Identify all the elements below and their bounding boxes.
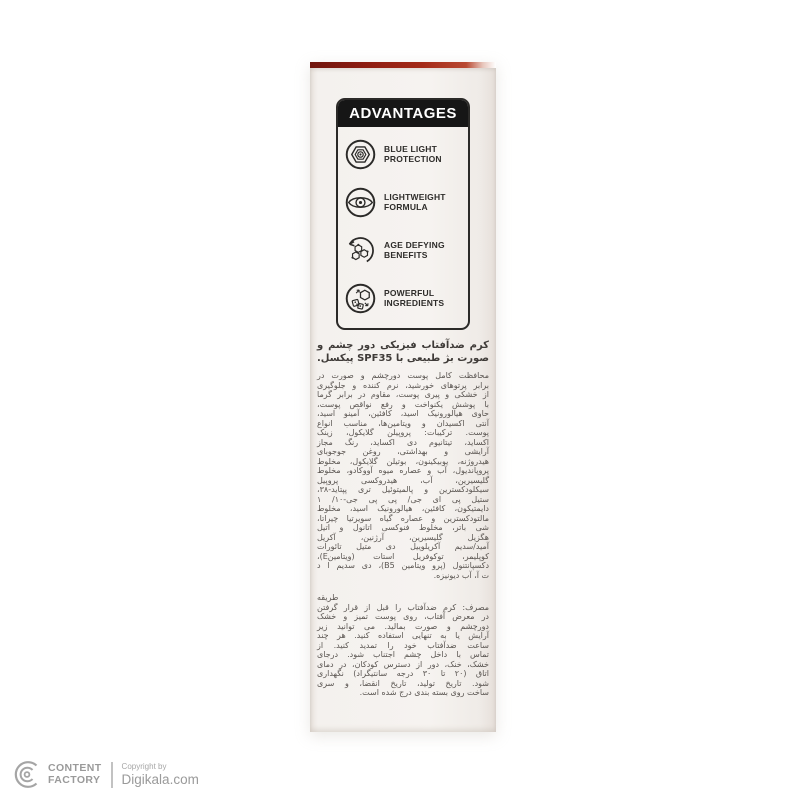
text-line: مالتودکسترین و عصاره گیاه سویرتیا چیراتا، <box>317 513 489 523</box>
usage-instructions-fa <box>317 603 489 698</box>
text-line: با پوشش یکنواخت و رفع نواقص پوست، <box>317 399 489 409</box>
text-line: پروپاندیول، آب و عصاره میوه آووکادو، مخلوط <box>317 466 489 475</box>
text-line: اکساید، تیتانیوم دی اکساید، رنگ مجاز <box>317 437 489 447</box>
powerful-ingredients-icon <box>344 282 377 315</box>
persian-text-block <box>317 339 489 698</box>
advantage-row-age-defying <box>344 234 462 267</box>
text-line: صورت بژ طبیعی با SPF35 پیکسل. <box>317 353 489 364</box>
text-line: دایمتیکون، کافئین، هیالورونیک اسید، مخلوط <box>317 504 489 513</box>
lightweight-formula-icon <box>344 186 377 219</box>
text-line: اتاق (۲۰ تا ۳۰ درجه سانتیگراد) نگهداری <box>317 669 489 678</box>
advantage-label: AGE DEFYING BENEFITS <box>384 240 445 260</box>
text-line: حاوی هیالورونیک اسید، کافئین، آمینو اسید، <box>317 409 489 418</box>
watermark-copyright: Copyright by Digikala.com <box>121 762 199 787</box>
text-line: آرایشی و بهداشتی، روغن جوجوبای <box>317 447 489 456</box>
text-line: ساعت ضدآفتاب خود را تمدید کنید. از <box>317 640 489 650</box>
text-line: در معرض آفتاب، روی پوست تمیز و خشک <box>317 612 489 621</box>
usage-heading-fa: طریقه <box>317 593 339 602</box>
text-line: محافظت کامل پوست دورچشم و صورت در <box>317 371 489 380</box>
product-description-fa <box>317 371 489 580</box>
box-front-face <box>310 68 496 732</box>
advantage-row-powerful <box>344 282 462 315</box>
advantage-row-lightweight <box>344 186 462 219</box>
text-line: ستیل پی ای جی/ پی پی جی-۱۰/ ۱ <box>317 494 489 504</box>
advantage-row-blue-light <box>344 138 462 171</box>
text-line: برابر پرتوهای خورشید، نرم کننده و جلوگیری <box>317 380 489 390</box>
text-line: آرایش یا به تنهایی استفاده کنید. هر چند <box>317 631 489 640</box>
product-box <box>310 62 496 732</box>
text-line: تماس با داخل چشم اجتناب شود. درجای <box>317 650 489 659</box>
text-line: هگزیل گلیسیرین، آرژنین، آکریل <box>317 532 489 542</box>
text-line: مصرف: کرم ضدآفتاب را قبل از قرار گرفتن <box>317 602 489 612</box>
text-line: هیدروژنه، یوبیکینون، بوتیلن گلایکول، مخلوط <box>317 456 489 466</box>
watermark-brand: CONTENT FACTORY <box>48 762 102 786</box>
content-factory-logo-icon <box>12 759 43 790</box>
advantage-label: POWERFUL INGREDIENTS <box>384 288 445 308</box>
text-line: شود. تاریخ تولید، تاریخ انقضا، و سری <box>317 678 489 688</box>
advantage-label: LIGHTWEIGHT FORMULA <box>384 192 446 212</box>
text-line: دورچشم و صورت بمالید. می توانید زیر <box>317 621 489 631</box>
text-line: پوست. ترکیبات: پروپیلن گلایکول، زینک <box>317 428 489 437</box>
text-line: دکسپانتنول (پرو ویتامین B5)، دی سدیم ا د <box>317 561 490 570</box>
watermark-divider <box>111 762 113 788</box>
advantages-rows <box>338 127 468 328</box>
advantages-panel <box>336 98 470 330</box>
text-line: گلیسیرین، آب، هیدروکسی پروپیل <box>317 475 489 485</box>
text-line: آنتی اکسیدان و ویتامین‌ها، مناسب انواع <box>317 418 489 428</box>
text-line: کرم ضدآفتاب فیزیکی دور چشم و <box>317 340 489 351</box>
text-line: ساخت روی بسته بندی درج شده است. <box>359 688 489 697</box>
age-defying-benefits-icon <box>344 234 377 267</box>
text-line: ت آ، آب دیونیزه. <box>433 570 489 580</box>
blue-light-protection-icon <box>344 138 377 171</box>
text-line: شی باتر، مخلوط فنوکسی اتانول و اتیل <box>317 523 489 532</box>
text-line: خشک، خنک، دور از دسترس کودکان، در دمای <box>317 659 489 669</box>
watermark <box>12 759 199 790</box>
text-line: سیکلودکسترین و پالمیتوئیل تری پپتاید-۳۸، <box>317 485 489 494</box>
product-title-fa <box>317 339 489 365</box>
advantage-label: BLUE LIGHT PROTECTION <box>384 144 442 164</box>
text-line: کوپلیمر، توکوفریل استات (ویتامینE)، <box>317 551 489 561</box>
text-line: آمید/سدیم آکریلوییل دی متیل تائورات <box>317 542 489 551</box>
advantages-header: ADVANTAGES <box>338 100 468 127</box>
text-line: از خشکی و پیری پوست، مقاوم در برابر گرما <box>317 390 489 399</box>
